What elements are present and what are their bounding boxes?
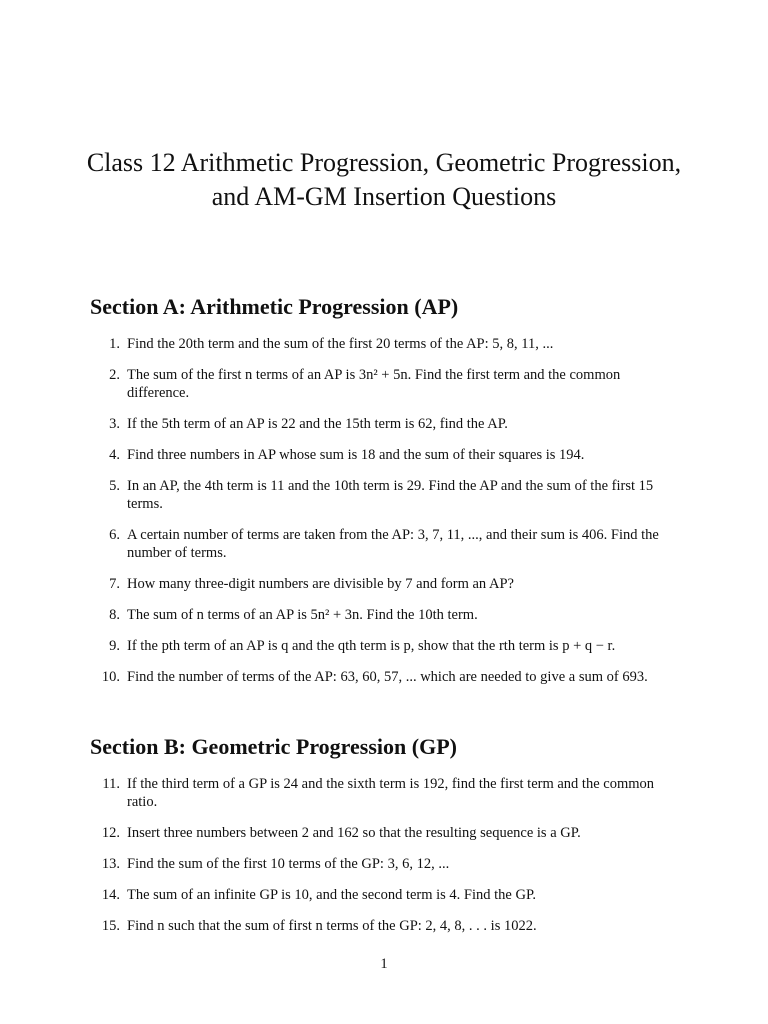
question-text: Find the number of terms of the AP: 63, 60, 57, ... which are needed to give a sum of 693. [127, 669, 648, 685]
question-item [90, 575, 680, 593]
title-line-2: and AM-GM Insertion Questions [211, 182, 557, 211]
question-item [90, 917, 680, 935]
question-number: 15. [101, 918, 120, 934]
question-number: 3. [109, 416, 120, 432]
question-number: 1. [109, 336, 120, 352]
question-number: 13. [101, 856, 120, 872]
question-number: 6. [109, 527, 120, 543]
question-item [90, 824, 680, 842]
question-number: 11. [102, 776, 120, 792]
question-item [90, 668, 680, 686]
question-number: 4. [109, 447, 120, 463]
question-text: Find the sum of the first 10 terms of the GP: 3, 6, 12, ... [127, 856, 450, 872]
question-item [90, 855, 680, 873]
question-number: 2. [109, 367, 120, 383]
question-number: 10. [101, 669, 120, 685]
question-text: Find three numbers in AP whose sum is 18 and the sum of their squares is 194. [127, 447, 585, 463]
question-number: 12. [101, 825, 120, 841]
question-text: The sum of n terms of an AP is 5n² + 3n. Find the 10th term. [127, 607, 478, 623]
question-number: 8. [109, 607, 120, 623]
question-text: If the third term of a GP is 24 and the sixth term is 192, find the first term and the common ratio. [127, 776, 654, 810]
question-number: 7. [109, 576, 120, 592]
question-text: Find the 20th term and the sum of the first 20 terms of the AP: 5, 8, 11, ... [127, 336, 554, 352]
title-line-1: Class 12 Arithmetic Progression, Geometric Progression, [86, 148, 682, 177]
question-text: If the pth term of an AP is q and the qth term is p, show that the rth term is p + q − r. [127, 638, 616, 654]
question-item [90, 446, 680, 464]
question-item [90, 775, 680, 811]
question-item [90, 366, 680, 402]
question-number: 14. [101, 887, 120, 903]
question-text: In an AP, the 4th term is 11 and the 10th term is 29. Find the AP and the sum of the first 15 terms. [127, 478, 654, 512]
section-a-heading: Section A: Arithmetic Progression (AP) [90, 294, 459, 319]
question-text: Insert three numbers between 2 and 162 so that the resulting sequence is a GP. [127, 825, 581, 841]
question-text: A certain number of terms are taken from the AP: 3, 7, 11, ..., and their sum is 406. Find the number of terms. [127, 527, 659, 561]
question-item [90, 415, 680, 433]
question-item [90, 886, 680, 904]
question-text: The sum of the first n terms of an AP is 3n² + 5n. Find the first term and the common difference. [127, 367, 621, 401]
question-item [90, 477, 680, 513]
question-item [90, 637, 680, 655]
question-item [90, 526, 680, 562]
question-text: How many three-digit numbers are divisible by 7 and form an AP? [127, 576, 514, 592]
question-text: The sum of an infinite GP is 10, and the second term is 4. Find the GP. [127, 887, 537, 903]
question-item [90, 606, 680, 624]
section-b-heading: Section B: Geometric Progression (GP) [90, 734, 457, 759]
question-text: If the 5th term of an AP is 22 and the 15th term is 62, find the AP. [127, 416, 508, 432]
page-number: 1 [380, 956, 388, 972]
question-number: 9. [109, 638, 120, 654]
question-text: Find n such that the sum of first n terms of the GP: 2, 4, 8, . . . is 1022. [127, 918, 537, 934]
section-a-question-list [90, 335, 680, 699]
question-item [90, 335, 680, 353]
section-b-question-list [90, 775, 680, 948]
question-number: 5. [109, 478, 120, 494]
document-title [60, 146, 708, 214]
